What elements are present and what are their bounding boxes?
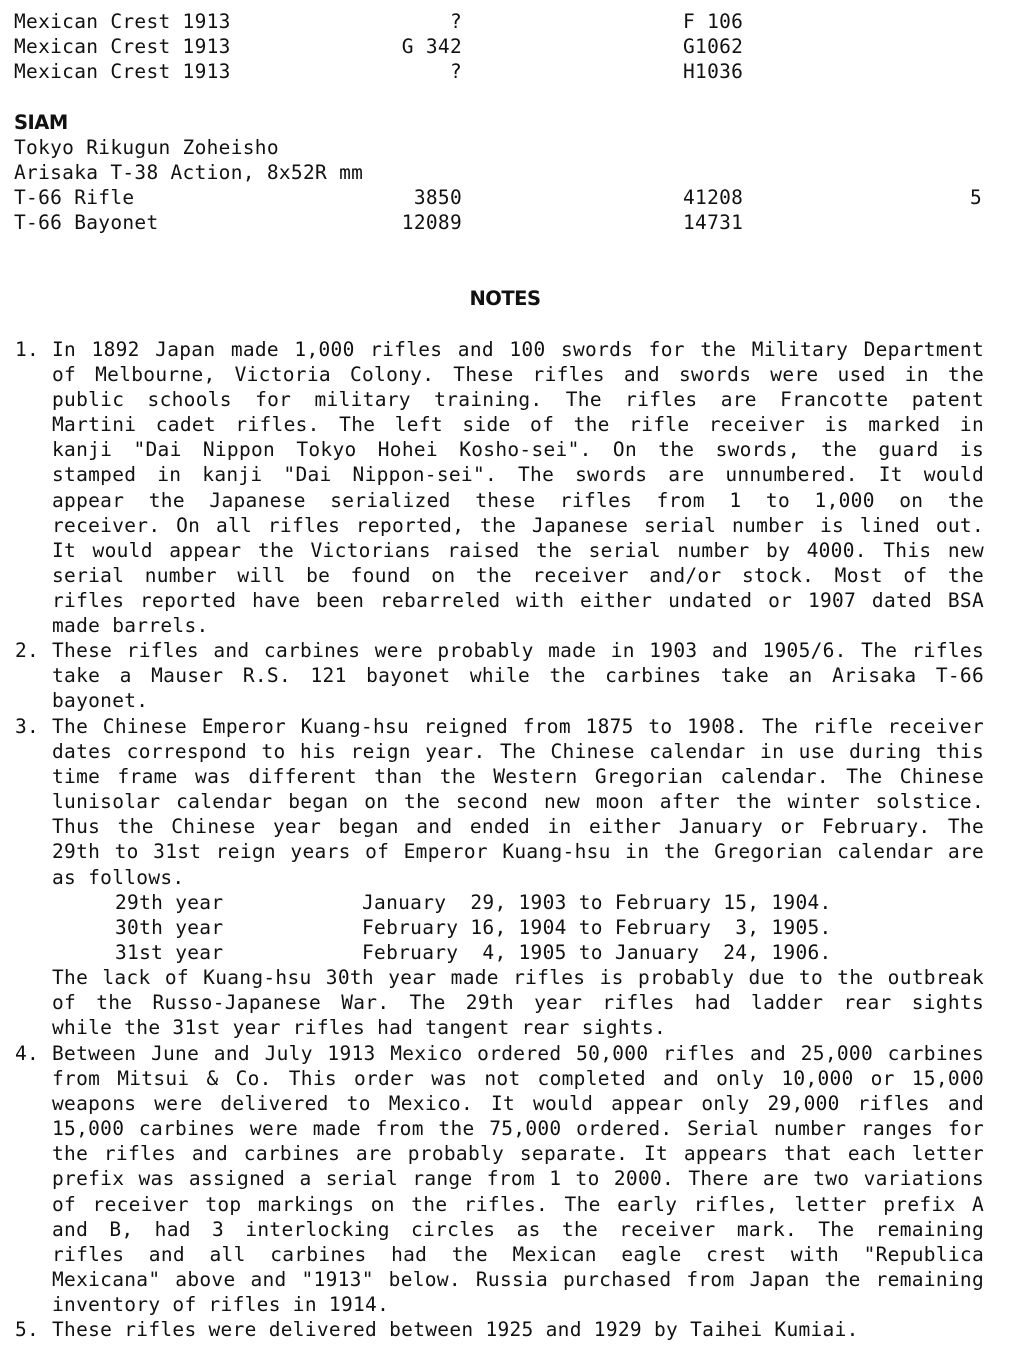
note-line: The lack of Kuang-hsu 30th year made rifles is probably due to the outbreak [52,966,984,989]
note-line: from Mitsui & Co. This order was not completed and only 10,000 or 15,000 [52,1067,984,1091]
note-number: 3. [15,715,40,738]
row-name: Mexican Crest 1913 [14,60,231,83]
note-line: public schools for military training. The rifles are Francotte patent [52,388,984,412]
note-line: stamped in kanji "Dai Nippon-sei". The swords are unnumbered. It would [52,463,984,487]
row-value-2: G1062 [683,35,744,58]
note-number: 4. [15,1042,40,1065]
reign-year: 29th year [115,891,224,914]
note-number: 2. [15,639,40,662]
note-line: dates correspond to his reign year. The Chinese calendar in use during this [52,740,984,764]
note-text [52,337,984,638]
row-value-2: 41208 [683,186,744,209]
note-text [52,714,984,890]
notes-heading: NOTES [469,287,541,310]
note-line: as follows. [52,865,185,889]
section-heading-siam: SIAM [14,111,68,134]
note-text [52,1317,984,1342]
row-name: Mexican Crest 1913 [14,10,231,33]
row-value-2: 14731 [683,211,744,234]
row-value-1: G 342 [401,35,462,58]
note-text [52,1041,984,1317]
row-value-1: 12089 [401,211,462,234]
note-line: rifles and all carbines had the Mexican eagle crest with "Republica [52,1242,984,1266]
note-line: Mexicana" above and "1913" below. Russia purchased from Japan the remaining [52,1267,984,1291]
note-number: 5. [15,1318,40,1341]
note-line: In 1892 Japan made 1,000 rifles and 100 swords for the Military Department [52,338,984,361]
note-line: inventory of rifles in 1914. [52,1292,390,1316]
note-line: Thus the Chinese year began and ended in either January or February. The [52,815,984,839]
note-line: The Chinese Emperor Kuang-hsu reigned from 1875 to 1908. The rifle receiver [52,715,984,738]
note-line: 29th to 31st reign years of Emperor Kuang-hsu in the Gregorian calendar are [52,840,984,864]
reign-range: January 29, 1903 to February 15, 1904. [362,891,832,914]
note-line: serial number will be found on the receiver and/or stock. Most of the [52,563,984,587]
note-line: of receiver top markings on the rifles. The early rifles, letter prefix A [52,1192,984,1216]
maker-line: Tokyo Rikugun Zoheisho [14,136,279,159]
row-name: T-66 Rifle [14,186,135,209]
row-value-1: 3850 [413,186,462,209]
row-name: T-66 Bayonet [14,211,159,234]
note-line: while the 31st year rifles had tangent rear sights. [52,1016,667,1040]
action-line: Arisaka T-38 Action, 8x52R mm [14,161,364,184]
note-line: made barrels. [52,614,209,638]
row-value-3: 5 [970,186,983,209]
note-number: 1. [15,338,40,361]
note-line: lunisolar calendar began on the second new moon after the winter solstice. [52,790,984,814]
reign-range: February 16, 1904 to February 3, 1905. [362,916,832,939]
note-line: Martini cadet rifles. The left side of the rifle receiver is marked in [52,413,984,437]
note-line: These rifles and carbines were probably made in 1903 and 1905/6. The rifles [52,639,984,662]
note-line: Between June and July 1913 Mexico ordered 50,000 rifles and 25,000 carbines [52,1042,984,1065]
note-line: the rifles and carbines are probably separate. It appears that each letter [52,1142,984,1166]
note-line: rifles reported have been rebarreled with either undated or 1907 dated BSA [52,588,984,612]
note-line: time frame was different than the Western Gregorian calendar. The Chinese [52,765,984,789]
note-line: of Melbourne, Victoria Colony. These rifles and swords were used in the [52,363,984,387]
note-text-continued [52,965,984,1040]
note-line: of the Russo-Japanese War. The 29th year rifles had ladder rear sights [52,991,984,1015]
row-name: Mexican Crest 1913 [14,35,231,58]
note-line: appear the Japanese serialized these rifles from 1 to 1,000 on the [52,488,984,512]
note-line: These rifles were delivered between 1925 and 1929 by Taihei Kumiai. [52,1318,859,1341]
note-line: receiver. On all rifles reported, the Japanese serial number is lined out. [52,513,984,537]
row-value-2: F 106 [683,10,744,33]
note-line: take a Mauser R.S. 121 bayonet while the carbines take an Arisaka T-66 [52,664,984,688]
row-value-1: ? [449,60,462,83]
note-line: prefix was assigned a serial range from 1 to 2000. There are two variations [52,1167,984,1191]
reign-year: 31st year [115,941,224,964]
note-line: weapons were delivered to Mexico. It would appear only 29,000 rifles and [52,1092,984,1116]
note-line: It would appear the Victorians raised the serial number by 4000. This new [52,538,984,562]
reign-year: 30th year [115,916,224,939]
row-value-2: H1036 [683,60,744,83]
note-text [52,638,984,713]
note-line: bayonet. [52,689,149,713]
note-line: 15,000 carbines were made from the 75,000 ordered. Serial number ranges for [52,1117,984,1141]
row-value-1: ? [449,10,462,33]
note-line: and B, had 3 interlocking circles as the receiver mark. The remaining [52,1217,984,1241]
note-line: kanji "Dai Nippon Tokyo Hohei Kosho-sei". On the swords, the guard is [52,438,984,462]
reign-range: February 4, 1905 to January 24, 1906. [362,941,832,964]
